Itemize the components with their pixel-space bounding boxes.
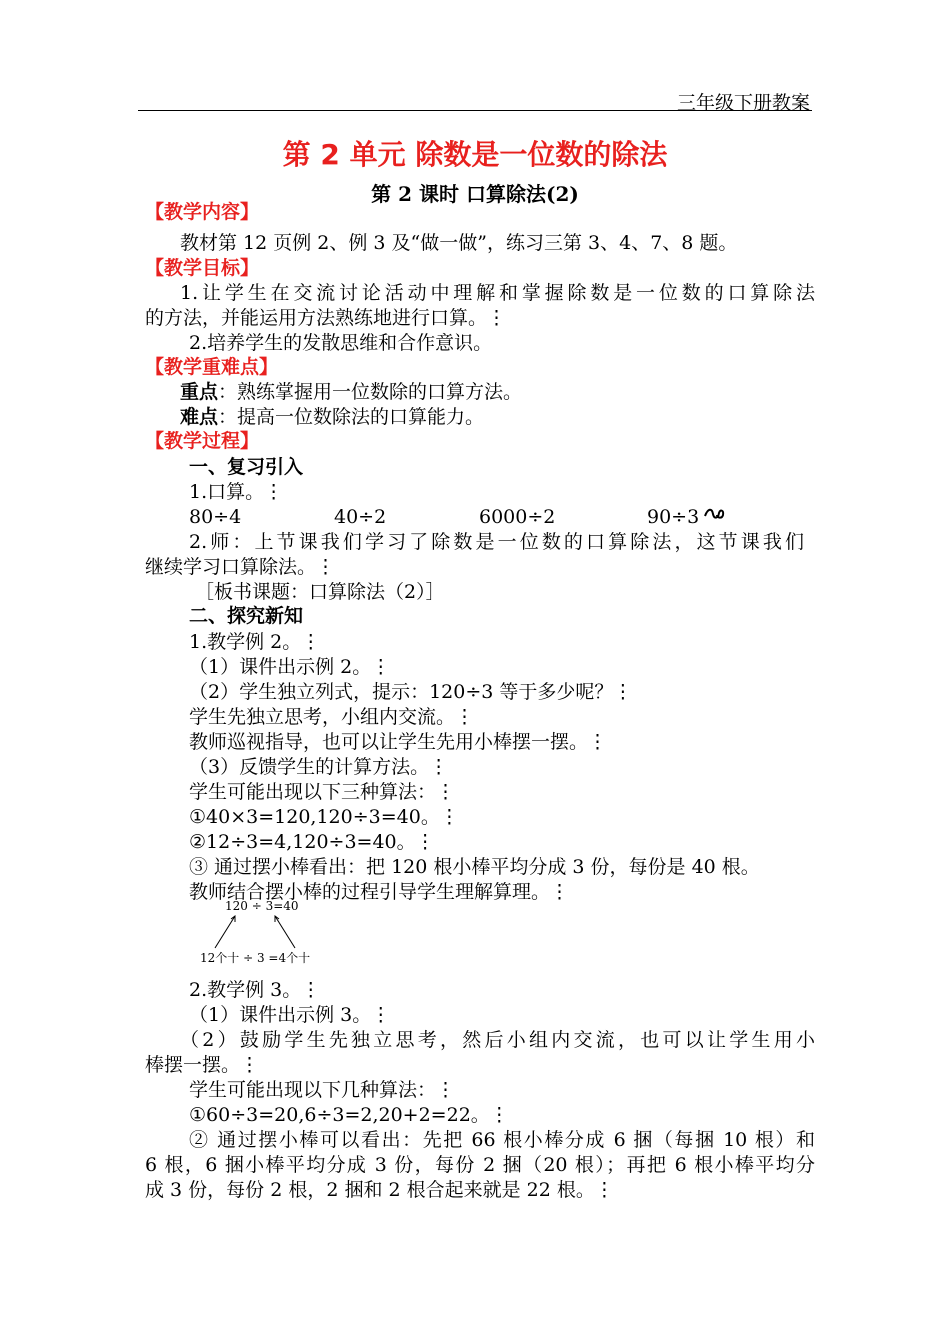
difficult-label: 难点 xyxy=(180,406,219,428)
goal-1-line-2: 的方法，并能运用方法熟练地进行口算。⋮ xyxy=(145,307,507,329)
goal-2: 2.培养学生的发散思维和合作意识。 xyxy=(189,332,493,354)
process-heading: 【教学过程】 xyxy=(145,430,260,452)
explore-heading: 二、探究新知 xyxy=(189,605,304,627)
example-2-methods: 学生可能出现以下三种算法：⋮ xyxy=(189,781,456,803)
example-2-method-2: ②12÷3=4,120÷3=40。⋮ xyxy=(189,831,435,853)
figure-top-label: 120 ÷ 3=40 xyxy=(225,899,299,913)
goal-1-line-1: 1.让学生在交流讨论活动中理解和掌握除数是一位数的口算除法 xyxy=(180,282,815,304)
example-2-step-2: （2）学生独立列式，提示：120÷3 等于多少呢？⋮ xyxy=(189,681,633,703)
example-3-step-2-line-2: 棒摆一摆。⋮ xyxy=(145,1054,260,1076)
example-3-step-1: （1）课件出示例 3。⋮ xyxy=(189,1004,391,1026)
content-heading: 【教学内容】 xyxy=(145,201,260,223)
oral-item: 90÷3 xyxy=(647,506,700,528)
example-2-label: 1.教学例 2。⋮ xyxy=(189,631,321,653)
oral-item: 6000÷2 xyxy=(479,506,556,528)
header-text: 三年级下册教案 xyxy=(676,92,810,114)
example-3-method-2-line-3: 成 3 份，每份 2 根，2 捆和 2 根合起来就是 22 根。⋮ xyxy=(145,1179,614,1201)
example-3-methods: 学生可能出现以下几种算法：⋮ xyxy=(189,1079,456,1101)
teacher-line-1: 2.师：上节课我们学习了除数是一位数的口算除法，这节课我们 xyxy=(189,531,804,553)
example-2-step-3: （3）反馈学生的计算方法。⋮ xyxy=(189,756,449,778)
example-2-step-1: （1）课件出示例 2。⋮ xyxy=(189,656,391,678)
review-heading: 一、复习引入 xyxy=(189,456,304,478)
board-title: ［板书课题：口算除法（2）］ xyxy=(195,581,445,603)
example-2-method-3: ③ 通过摆小棒看出：把 120 根小棒平均分成 3 份，每份是 40 根。 xyxy=(189,856,760,878)
example-3-method-2-line-2: 6 根，6 捆小棒平均分成 3 份，每份 2 捆（20 根）；再把 6 根小棒平均分 xyxy=(145,1154,815,1176)
difficult-point xyxy=(180,405,815,430)
lesson-subtitle: 第 2 课时 口算除法(2) xyxy=(371,182,579,206)
difficult-text: ：提高一位数除法的口算能力。 xyxy=(218,406,485,428)
example-2-guide: 教师巡视指导，也可以让学生先用小棒摆一摆。⋮ xyxy=(189,731,608,753)
goals-heading: 【教学目标】 xyxy=(145,257,260,279)
example-2-think: 学生先独立思考，小组内交流。⋮ xyxy=(189,706,475,728)
key-difficult-heading: 【教学重难点】 xyxy=(145,356,279,378)
content-text: 教材第 12 页例 2、例 3 及“做一做”，练习三第 3、4、7、8 题。 xyxy=(180,232,738,254)
arrow-right xyxy=(275,916,295,948)
squiggle-mark-icon xyxy=(703,504,727,531)
oral-item: 40÷2 xyxy=(334,506,387,528)
example-3-label: 2.教学例 3。⋮ xyxy=(189,979,321,1001)
key-label: 重点 xyxy=(180,381,219,403)
header-rule xyxy=(138,110,812,111)
oral-items-row xyxy=(189,505,815,530)
arrow-left xyxy=(215,916,235,948)
oral-label: 1.口算。⋮ xyxy=(189,481,284,503)
example-3-step-2-line-1: （2）鼓励学生先独立思考，然后小组内交流，也可以让学生用小 xyxy=(180,1029,815,1051)
teacher-line-2: 继续学习口算除法。⋮ xyxy=(145,556,336,578)
oral-item: 80÷4 xyxy=(189,506,242,528)
example-2-method-1: ①40×3=120,120÷3=40。⋮ xyxy=(189,806,459,828)
example-3-method-2-line-1: ② 通过摆小棒可以看出：先把 66 根小棒分成 6 捆（每捆 10 根）和 xyxy=(189,1129,815,1151)
example-2-combine: 教师结合摆小棒的过程引导学生理解算理。⋮ xyxy=(189,881,570,903)
key-point xyxy=(180,380,815,405)
example-3-method-1: ①60÷3=20,6÷3=2,20+2=22。⋮ xyxy=(189,1104,509,1126)
figure-bottom-label: 12个十 ÷ 3 =4个十 xyxy=(200,951,311,965)
division-diagram xyxy=(195,896,335,966)
page-title: 第 2 单元 除数是一位数的除法 xyxy=(282,138,668,171)
key-text: ：熟练掌握用一位数除的口算方法。 xyxy=(218,381,523,403)
